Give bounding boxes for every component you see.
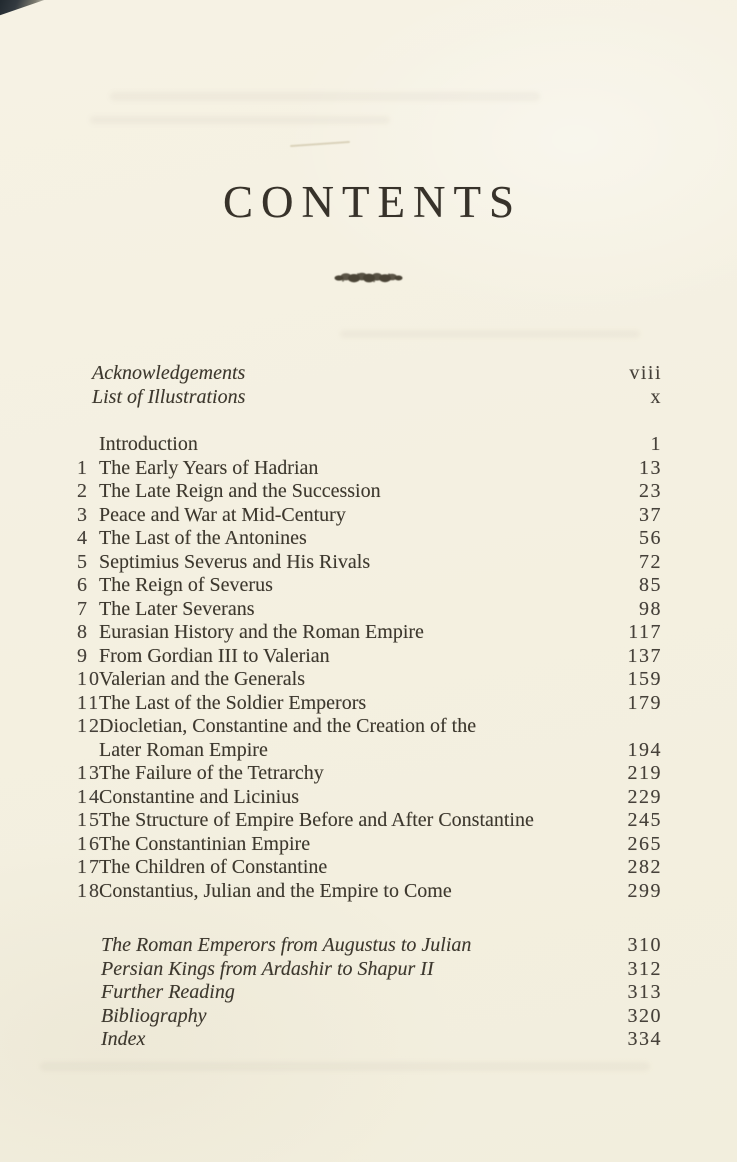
- chapter-number: 8: [77, 621, 89, 643]
- entry-page-number: 117: [628, 621, 662, 643]
- chapter-title: Constantine and Licinius: [99, 785, 299, 808]
- entry-title: List of Illustrations: [92, 385, 246, 408]
- entry-title: Index: [101, 1028, 146, 1050]
- chapter-number: 7: [77, 597, 89, 620]
- chapter-title: Diocletian, Constantine and the Creation of the Later Roman Empire: [99, 715, 477, 761]
- entry-page-number: 23: [639, 480, 662, 502]
- back-matter-row: [77, 958, 662, 982]
- chapter-number: 2: [77, 480, 89, 502]
- chapter-title: The Structure of Empire Before and After Constantine: [99, 809, 534, 831]
- entry-page-number: 312: [627, 957, 662, 980]
- chapter-row: [77, 504, 662, 528]
- chapter-row: [77, 480, 662, 504]
- chapter-row: [77, 598, 662, 622]
- entry-page-number: 98: [639, 597, 662, 620]
- entry-page-number: 194: [627, 738, 662, 761]
- entry-title: The Roman Emperors from Augustus to Julian: [101, 934, 472, 956]
- chapter-row: [77, 856, 662, 880]
- entry-title: Further Reading: [101, 981, 235, 1003]
- chapter-title: The Late Reign and the Succession: [99, 480, 381, 502]
- entry-page-number: 72: [639, 550, 662, 573]
- chapter-number: 16: [77, 832, 101, 855]
- chapter-row: [77, 621, 662, 645]
- chapter-title: The Last of the Soldier Emperors: [99, 691, 367, 714]
- chapter-number: 9: [77, 644, 89, 667]
- entry-page-number: 245: [627, 809, 662, 831]
- chapter-row: [77, 880, 662, 904]
- entry-page-number: 334: [627, 1028, 662, 1050]
- chapter-title: Constantius, Julian and the Empire to Come: [99, 879, 452, 902]
- chapter-row: [77, 457, 662, 481]
- chapter-row: [77, 762, 662, 786]
- chapter-row: [77, 574, 662, 598]
- chapter-number: 18: [77, 879, 101, 902]
- entry-page-number: 299: [627, 879, 662, 902]
- back-matter-row: [77, 1028, 662, 1052]
- chapter-row: [77, 692, 662, 716]
- page-title: CONTENTS: [223, 177, 522, 227]
- front-matter-list: [77, 362, 662, 409]
- entry-page-number: 13: [639, 456, 662, 479]
- chapter-title: The Children of Constantine: [99, 856, 328, 878]
- chapter-title: Valerian and the Generals: [99, 668, 306, 690]
- chapter-number: 6: [77, 574, 89, 596]
- chapter-number: 13: [77, 762, 101, 784]
- chapter-number: 11: [77, 691, 101, 714]
- chapter-title: Septimius Severus and His Rivals: [99, 550, 371, 573]
- entry-page-number: 85: [639, 574, 662, 596]
- entry-title: Acknowledgements: [92, 362, 246, 384]
- chapter-row: [77, 551, 662, 575]
- chapter-list: [77, 433, 662, 903]
- chapter-row: [77, 433, 662, 457]
- entry-page-number: 37: [639, 503, 662, 526]
- chapter-row: [77, 668, 662, 692]
- table-of-contents: [77, 0, 662, 1162]
- entry-page-number: 313: [627, 981, 662, 1003]
- chapter-title: The Last of the Antonines: [99, 527, 307, 549]
- chapter-number: 1: [77, 456, 89, 479]
- back-matter-row: [77, 934, 662, 958]
- entry-page-number: 137: [627, 644, 662, 667]
- front-matter-row: [77, 386, 662, 410]
- chapter-title: The Failure of the Tetrarchy: [99, 762, 324, 784]
- chapter-number: 3: [77, 503, 89, 526]
- back-matter-row: [77, 1005, 662, 1029]
- entry-page-number: 56: [639, 527, 662, 549]
- chapter-number: 17: [77, 856, 101, 878]
- chapter-row: [77, 645, 662, 669]
- back-matter-row: [77, 981, 662, 1005]
- entry-page-number: 159: [627, 668, 662, 690]
- chapter-title: From Gordian III to Valerian: [99, 644, 330, 667]
- entry-page-number: 320: [627, 1004, 662, 1027]
- chapter-row: [77, 527, 662, 551]
- entry-title: Bibliography: [101, 1004, 207, 1027]
- chapter-number: 10: [77, 668, 101, 690]
- entry-title: Persian Kings from Ardashir to Shapur II: [101, 957, 434, 980]
- chapter-number: 5: [77, 550, 89, 573]
- chapter-number: 14: [77, 785, 101, 808]
- entry-page-number: x: [650, 385, 662, 408]
- chapter-title: The Reign of Severus: [99, 574, 273, 596]
- back-matter-list: [77, 934, 662, 1052]
- chapter-row: [77, 833, 662, 857]
- entry-page-number: 1: [650, 433, 662, 455]
- chapter-title: The Constantinian Empire: [99, 832, 311, 855]
- chapter-title: The Early Years of Hadrian: [99, 456, 319, 479]
- entry-page-number: 229: [627, 785, 662, 808]
- chapter-number: 12: [77, 715, 101, 737]
- chapter-number: 4: [77, 527, 89, 549]
- front-matter-row: [77, 362, 662, 386]
- chapter-number: 15: [77, 809, 101, 831]
- entry-page-number: 179: [627, 691, 662, 714]
- chapter-title: Peace and War at Mid-Century: [99, 503, 346, 526]
- entry-page-number: 282: [627, 856, 662, 878]
- entry-page-number: 265: [627, 832, 662, 855]
- chapter-row: [77, 715, 662, 762]
- chapter-title: The Later Severans: [99, 597, 255, 620]
- entry-page-number: viii: [629, 362, 662, 384]
- chapter-row: [77, 809, 662, 833]
- chapter-row: [77, 786, 662, 810]
- page-corner-shadow: [0, 0, 50, 16]
- entry-page-number: 310: [627, 934, 662, 956]
- chapter-title: Introduction: [99, 433, 198, 455]
- entry-page-number: 219: [627, 762, 662, 784]
- chapter-title: Eurasian History and the Roman Empire: [99, 621, 424, 643]
